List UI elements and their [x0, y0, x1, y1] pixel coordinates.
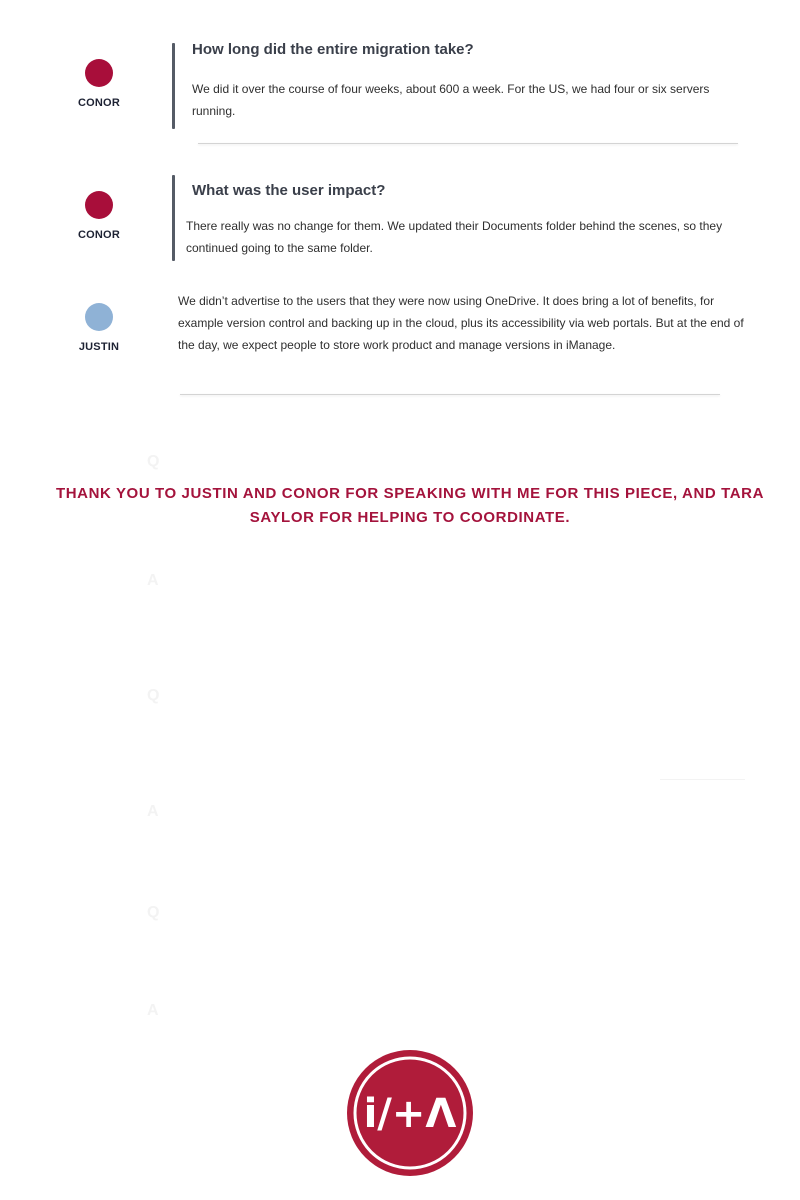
speaker-name: CONOR — [78, 229, 120, 241]
speaker-avatar-dot — [85, 191, 113, 219]
question-heading: How long did the entire migration take? — [192, 41, 474, 58]
question-bar — [172, 175, 175, 261]
ghost-marker: A — [147, 803, 159, 820]
speaker-conor — [49, 59, 149, 109]
ghost-marker: A — [147, 572, 159, 589]
answer-text: There really was no change for them. We updated their Documents folder behind the scenes, so they continued going to the same folder. — [186, 219, 723, 255]
ghost-marker: Q — [147, 904, 160, 921]
speaker-name: JUSTIN — [78, 341, 120, 353]
section-divider — [180, 394, 720, 395]
speaker-avatar-dot — [85, 59, 113, 87]
ghost-marker: A — [147, 1002, 159, 1019]
ghost-marker: Q — [147, 453, 160, 470]
question-bar — [172, 43, 175, 129]
ghost-marker: Q — [147, 687, 160, 704]
speaker-avatar-dot — [85, 303, 113, 331]
ilta-logo-graphic — [347, 1050, 473, 1176]
speaker-conor — [49, 191, 149, 241]
faint-divider — [660, 779, 745, 780]
section-divider — [198, 143, 738, 144]
logo-text: i/+Λ — [363, 1091, 457, 1137]
ilta-logo-icon — [347, 1050, 473, 1176]
thank-you-note: THANK YOU TO JUSTIN AND CONOR FOR SPEAKING WITH ME FOR THIS PIECE, AND TARA SAYLOR FOR HELPING TO COORDINATE. — [55, 485, 765, 526]
answer-text: We did it over the course of four weeks, about 600 a week. For the US, we had four or six servers running. — [192, 82, 710, 118]
answer-text: We didn’t advertise to the users that they were now using OneDrive. It does bring a lot of benefits, for example version control and backing up in the cloud, plus its accessibility via web portals. But at the end of the day, we expect people to store work product and manage versions in iManage. — [178, 294, 744, 352]
question-heading: What was the user impact? — [192, 182, 386, 199]
speaker-name: CONOR — [78, 97, 120, 109]
speaker-justin — [49, 303, 149, 353]
